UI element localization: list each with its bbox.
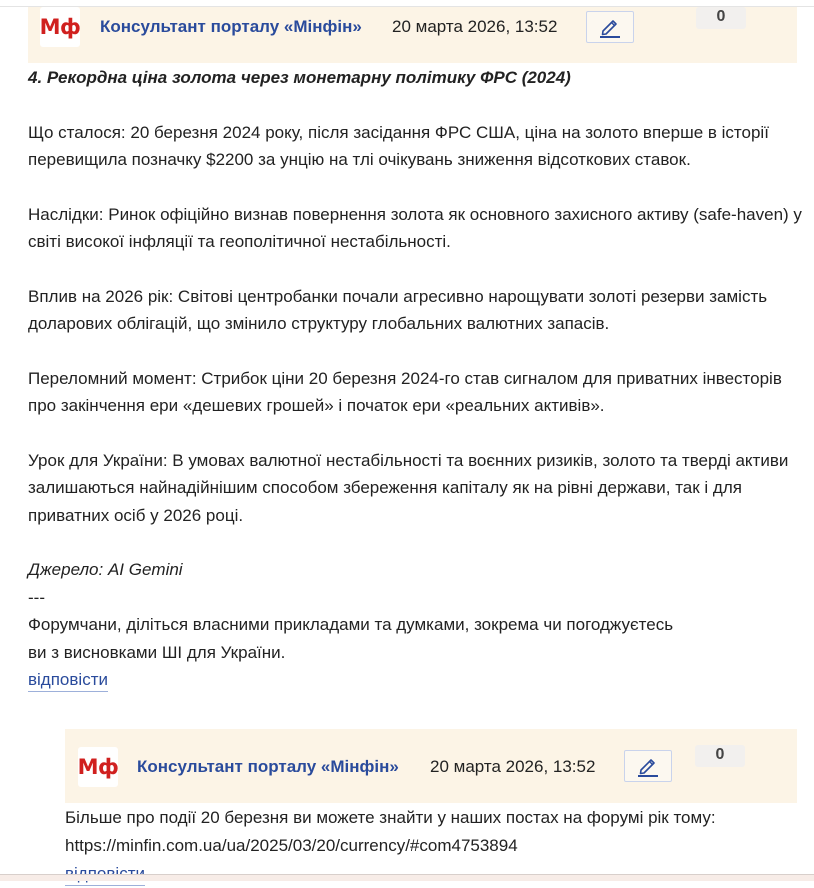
reply-url[interactable]: https://minfin.com.ua/ua/2025/03/20/currency/#com4753894 xyxy=(65,836,518,855)
minfin-logo: Мф xyxy=(40,7,80,47)
pencil-icon xyxy=(597,16,623,38)
paragraph-lesson-ukraine: Урок для України: В умовах валютної нестабільності та воєнних ризиків, золото та тверді активи залишаються найнадійнішим способом збереження капіталу як на рівні держави, так і для приватних осіб у 2026 році. xyxy=(28,450,789,525)
pencil-icon xyxy=(635,755,661,777)
closing-line-2: ви з висновками ШІ для України. xyxy=(28,642,286,662)
source-line: Джерело: AI Gemini xyxy=(28,560,183,579)
paragraph-what-happened: Що сталося: 20 березня 2024 року, після засідання ФРС США, ціна на золото вперше в історії перевищила позначку $2200 за унцію на тлі очікувань зниження відсоткових ставок. xyxy=(28,122,769,169)
reply-header xyxy=(65,729,797,803)
post-title: 4. Рекордна ціна золота через монетарну політику ФРС (2024) xyxy=(28,68,571,87)
comment-header xyxy=(28,7,797,63)
edit-button[interactable] xyxy=(586,11,634,43)
paragraph-consequences: Наслідки: Ринок офіційно визнав повернення золота як основного захисного активу (safe-haven) у світі високої інфляції та геополітичної нестабільності. xyxy=(28,204,802,251)
reply-date: 20 марта 2026, 13:52 xyxy=(430,757,596,776)
reply-link[interactable]: відповісти xyxy=(28,669,108,692)
author-link[interactable]: Консультант порталу «Мінфін» xyxy=(137,757,399,776)
edit-button[interactable] xyxy=(624,750,672,782)
paragraph-turning-point: Переломний момент: Стрибок ціни 20 березня 2024-го став сигналом для приватних інвесторів про закінчення ери «дешевих грошей» і початок ери «реальних активів». xyxy=(28,368,782,415)
reply-text-line-1: Більше про події 20 березня ви можете знайти у наших постах на форумі рік тому: xyxy=(65,808,716,827)
comment-body xyxy=(28,64,803,694)
comment-date: 20 марта 2026, 13:52 xyxy=(392,17,558,36)
vote-count[interactable]: 0 xyxy=(695,745,745,767)
separator-text: --- xyxy=(28,587,45,607)
closing-line-1: Форумчани, діліться власними прикладами та думками, зокрема чи погоджуєтесь xyxy=(28,615,674,634)
paragraph-impact-2026: Вплив на 2026 рік: Світові центробанки почали агресивно нарощувати золоті резерви замість доларових облігацій, що змінило структуру глобальних валютних запасів. xyxy=(28,286,768,333)
author-link[interactable]: Консультант порталу «Мінфін» xyxy=(100,17,362,36)
vote-count[interactable]: 0 xyxy=(696,7,746,29)
minfin-logo: Мф xyxy=(78,747,118,787)
